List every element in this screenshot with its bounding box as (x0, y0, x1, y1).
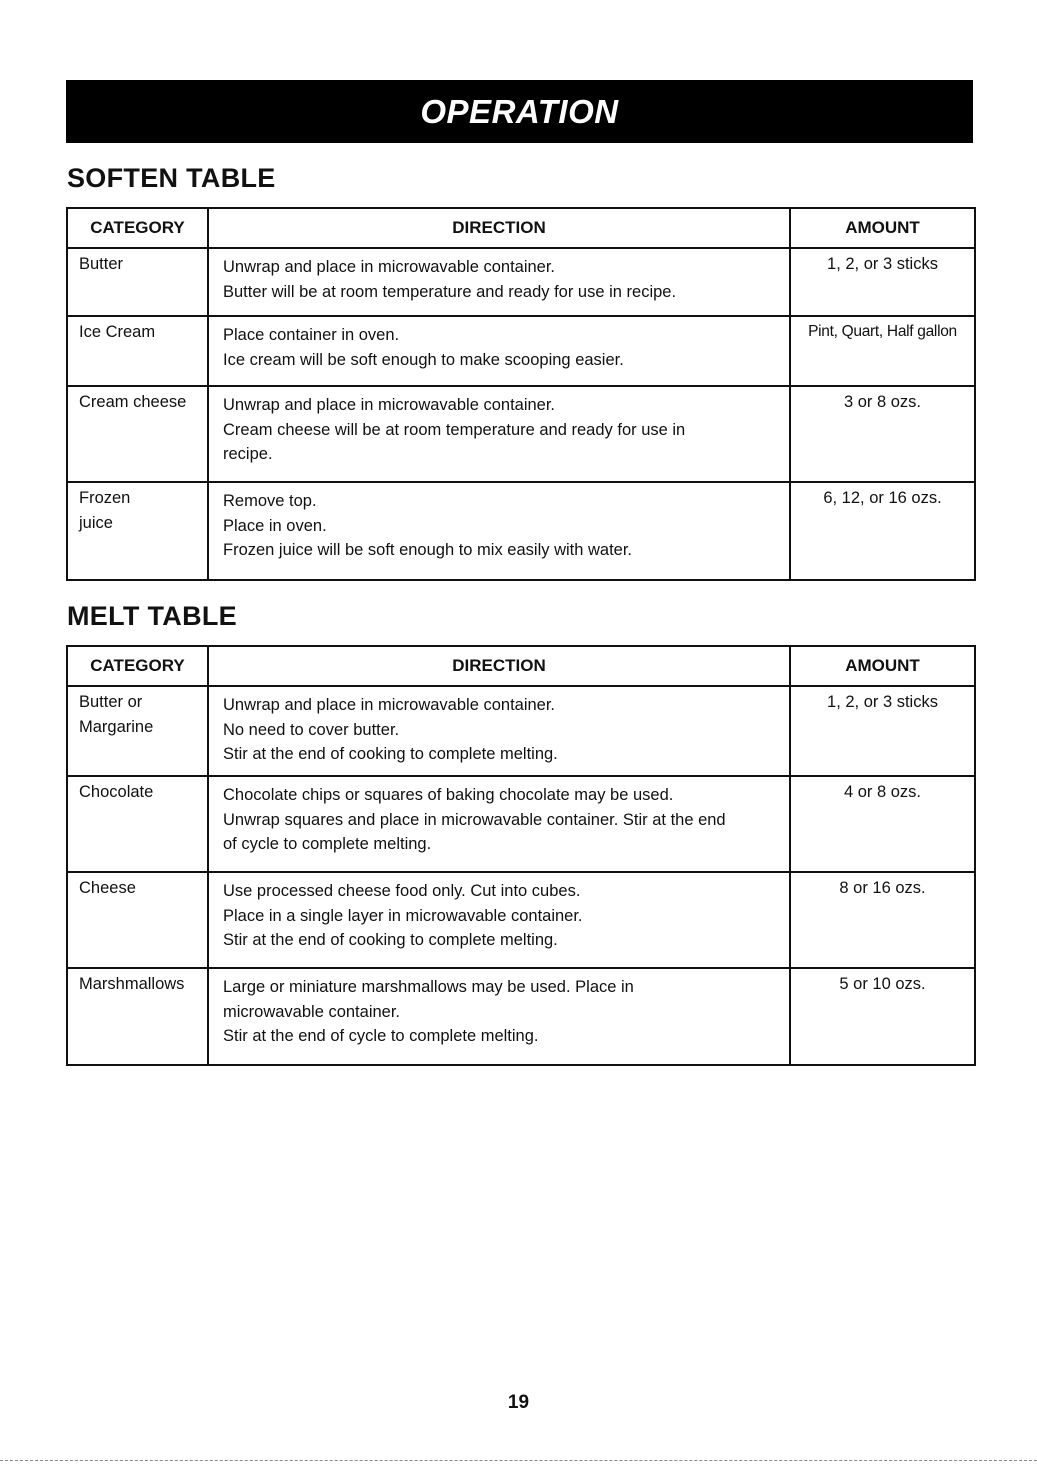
table-row (67, 686, 975, 776)
direction-text: Butter will be at room temperature and ready for use in recipe. (223, 282, 677, 301)
direction-text: Frozen juice will be soft enough to mix easily with water. (223, 541, 633, 559)
direction-cell (208, 316, 790, 386)
table-row (67, 248, 975, 316)
soften-col-category: CATEGORY (67, 208, 208, 248)
amount-text: 1, 2, or 3 sticks (827, 693, 938, 711)
direction-text: microwavable container. (223, 1002, 401, 1021)
amount-text: 3 or 8 ozs. (843, 393, 922, 411)
direction-cell (208, 968, 790, 1065)
soften-col-direction: DIRECTION (208, 208, 790, 248)
table-row (67, 968, 975, 1065)
amount-text: 4 or 8 ozs. (843, 783, 922, 801)
direction-text: Stir at the end of cooking to complete melting. (223, 745, 558, 763)
table-row (67, 776, 975, 872)
category-text: Butter (79, 255, 124, 273)
direction-cell (208, 872, 790, 968)
direction-text: Unwrap and place in microwavable container. (223, 396, 556, 414)
soften-table (66, 207, 976, 581)
amount-text: Pint, Quart, Half gallon (808, 323, 957, 340)
category-text: Butter or (79, 693, 143, 711)
direction-text: Place container in oven. (223, 326, 400, 344)
amount-cell (790, 776, 975, 872)
direction-text: Stir at the end of cycle to complete melting. (223, 1027, 539, 1045)
category-cell (67, 686, 208, 776)
page-bottom-edge (0, 1460, 1037, 1461)
direction-text: Unwrap and place in microwavable container. (223, 258, 556, 276)
table-row (67, 872, 975, 968)
direction-text: Place in oven. (223, 516, 327, 535)
direction-text: recipe. (223, 445, 273, 463)
direction-text: Remove top. (223, 492, 317, 510)
direction-text: Large or miniature marshmallows may be used. Place in (223, 978, 634, 996)
melt-header-row (67, 646, 975, 686)
direction-text: of cycle to complete melting. (223, 835, 432, 853)
category-cell (67, 968, 208, 1065)
table-row (67, 386, 975, 482)
amount-text: 8 or 16 ozs. (839, 879, 926, 897)
melt-col-direction: DIRECTION (208, 646, 790, 686)
direction-text: Stir at the end of cooking to complete melting. (223, 931, 558, 949)
direction-text: Ice cream will be soft enough to make scooping easier. (223, 350, 624, 369)
direction-text: Place in a single layer in microwavable container. (223, 906, 583, 925)
category-text: Chocolate (79, 783, 154, 801)
category-text: Ice Cream (79, 323, 156, 341)
category-text: Marshmallows (79, 975, 185, 993)
category-text: Frozen (79, 489, 131, 507)
category-text: Cream cheese (79, 393, 187, 411)
direction-cell (208, 686, 790, 776)
category-cell (67, 386, 208, 482)
amount-text: 5 or 10 ozs. (839, 975, 926, 993)
category-cell (67, 872, 208, 968)
melt-col-amount: AMOUNT (790, 646, 975, 686)
amount-cell (790, 872, 975, 968)
direction-cell (208, 776, 790, 872)
direction-text: Cream cheese will be at room temperature and ready for use in (223, 420, 686, 439)
table-row (67, 482, 975, 580)
page-number: 19 (507, 1392, 530, 1413)
category-cell (67, 776, 208, 872)
amount-text: 1, 2, or 3 sticks (827, 255, 938, 273)
amount-cell (790, 248, 975, 316)
amount-cell (790, 482, 975, 580)
category-cell (67, 482, 208, 580)
operation-banner (66, 80, 973, 143)
category-cell (67, 316, 208, 386)
direction-cell (208, 386, 790, 482)
soften-header-row (67, 208, 975, 248)
direction-text: No need to cover butter. (223, 720, 400, 739)
direction-text: Chocolate chips or squares of baking chocolate may be used. (223, 786, 674, 804)
category-cell (67, 248, 208, 316)
banner-title: OPERATION (420, 93, 619, 130)
amount-cell (790, 686, 975, 776)
direction-cell (208, 248, 790, 316)
soften-col-amount: AMOUNT (790, 208, 975, 248)
melt-col-category: CATEGORY (67, 646, 208, 686)
amount-cell (790, 968, 975, 1065)
category-text: Margarine (79, 717, 154, 736)
direction-text: Unwrap and place in microwavable container. (223, 696, 556, 714)
direction-text: Use processed cheese food only. Cut into cubes. (223, 882, 581, 900)
category-text: Cheese (79, 879, 136, 897)
table-row (67, 316, 975, 386)
melt-table (66, 645, 976, 1066)
melt-table-title: MELT TABLE (67, 601, 237, 631)
amount-text: 6, 12, or 16 ozs. (823, 489, 942, 507)
amount-cell (790, 316, 975, 386)
amount-cell (790, 386, 975, 482)
soften-table-title: SOFTEN TABLE (67, 163, 276, 193)
direction-text: Unwrap squares and place in microwavable container. Stir at the end (223, 810, 726, 829)
category-text: juice (79, 513, 113, 532)
direction-cell (208, 482, 790, 580)
